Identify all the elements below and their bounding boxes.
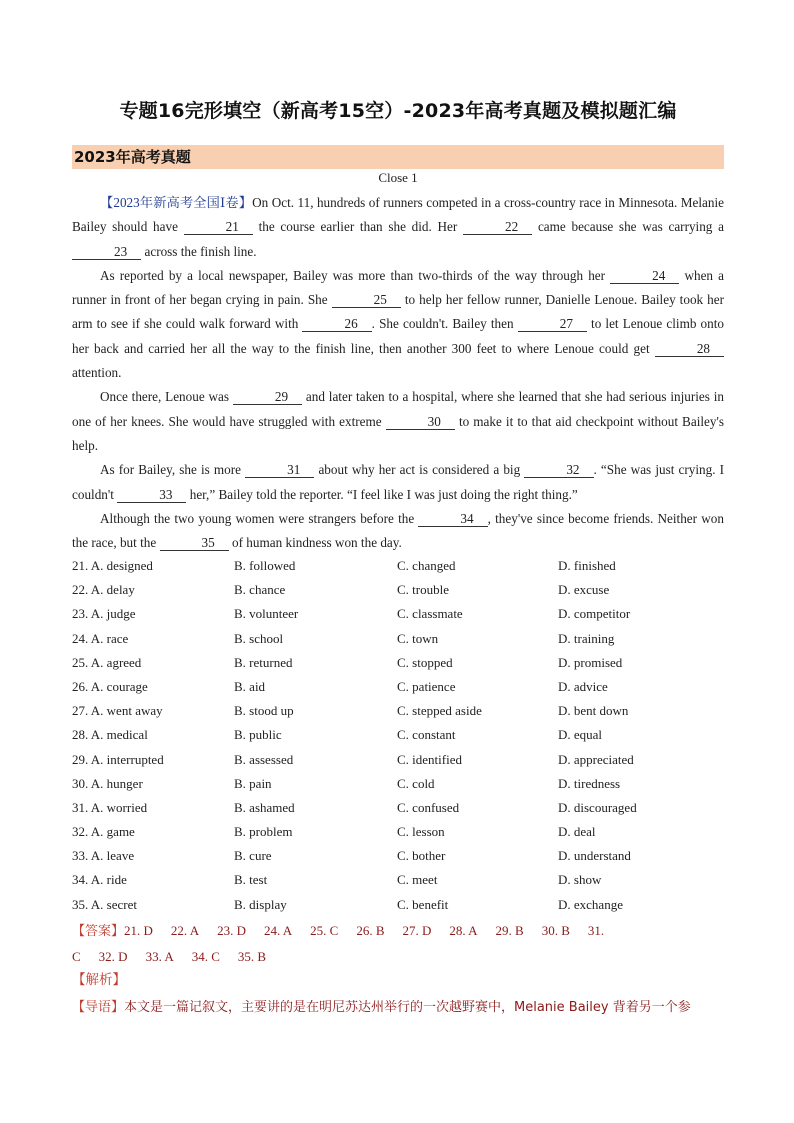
option: 32. A. game (72, 824, 135, 840)
option-row (72, 772, 724, 796)
answer-item: 24. A (263, 923, 293, 938)
answer-item: C (72, 949, 81, 964)
section-header (72, 145, 724, 169)
option: C. patience (397, 678, 456, 694)
option: D. bent down (558, 703, 629, 719)
option: C. confused (397, 799, 460, 815)
answer-item: 25. C (310, 923, 339, 938)
option: C. changed (397, 558, 456, 573)
answer-item: 31. (587, 923, 605, 938)
analysis-label: 【解析】 (72, 972, 126, 988)
blank-23: 23 (72, 245, 141, 260)
page-title: 专题16完形填空（新高考15空）-2023年高考真题及模拟题汇编 (119, 100, 677, 122)
blank-27: 27 (518, 317, 587, 332)
answer-item: 35. B (237, 949, 267, 964)
option: B. stood up (234, 703, 294, 719)
option-row (72, 844, 724, 868)
option: 27. A. went away (72, 703, 163, 719)
paragraph-1: 【2023年新高考全国Ⅰ卷】On Oct. 11, hundreds of runners competed in a cross-country race in Minnesota. Melanie Bailey should have 21 the course earlier than she did. Her 22 came because she was carrying a 23 across the finish line. (72, 195, 724, 259)
option-row (72, 675, 724, 699)
option: C. constant (397, 727, 456, 743)
option: D. appreciated (558, 751, 634, 767)
option-row (72, 554, 724, 578)
option: B. chance (234, 582, 286, 598)
option: C. identified (397, 751, 462, 767)
option: D. discouraged (558, 799, 637, 815)
paragraph-3: Once there, Lenoue was 29 and later taken to a hospital, where she learned that she had serious injuries in one of her knees. She would have struggled with extreme 30 to make it to that aid checkpoint without Bailey's help. (72, 389, 725, 453)
option: B. volunteer (234, 606, 299, 622)
blank-34: 34 (418, 512, 487, 527)
option-row (72, 748, 724, 772)
section-title: 2023年高考真题 (74, 148, 191, 166)
option: 34. A. ride (72, 872, 127, 888)
option-row (72, 602, 724, 626)
option: D. promised (558, 654, 623, 670)
blank-26: 26 (302, 317, 371, 332)
option: D. excuse (558, 582, 610, 598)
option: C. meet (397, 872, 438, 888)
option: 25. A. agreed (72, 654, 142, 670)
answer-item: 27. D (402, 923, 432, 938)
option: B. school (234, 630, 284, 646)
option: 35. A. secret (72, 896, 137, 912)
answer-item: 26. B (356, 923, 385, 938)
option-row (72, 723, 724, 747)
option: 23. A. judge (72, 606, 136, 622)
paragraph-5: Although the two young women were strangers before the 34 , they've since become friends. Neither won the race, but the 35 of human kindness won the day. (72, 510, 724, 551)
blank-35: 35 (160, 536, 229, 551)
guide-label: 【导语】 (72, 1000, 125, 1015)
option-row (72, 796, 724, 820)
option-row (72, 578, 724, 602)
option: 24. A. race (72, 630, 129, 646)
blank-33: 33 (117, 488, 186, 503)
paragraph-4: As for Bailey, she is more 31 about why her act is considered a big 32 . “She was just crying. I couldn't 33 her,” Bailey told the reporter. “I feel like I was just doing the right thing.” (72, 462, 725, 502)
option: C. stopped (397, 654, 453, 670)
option-row (72, 868, 724, 892)
answer-item: 21. D (124, 923, 153, 938)
option: B. display (234, 896, 287, 912)
option: D. tiredness (558, 775, 621, 791)
source-label: 【2023年新高考全国Ⅰ卷】 (100, 195, 253, 210)
cloze-passage (72, 191, 724, 555)
option: 31. A. worried (72, 799, 148, 815)
option: B. followed (234, 558, 296, 573)
option-row (72, 699, 724, 723)
option-row (72, 820, 724, 844)
option: C. classmate (397, 606, 463, 622)
option: C. cold (397, 775, 435, 791)
answer-item: 29. B (495, 923, 524, 938)
option: C. bother (397, 848, 446, 864)
option: D. competitor (558, 606, 631, 622)
blank-22: 22 (463, 220, 532, 235)
blank-21: 21 (184, 220, 253, 235)
option: C. benefit (397, 896, 449, 912)
answer-item: 32. D (98, 949, 128, 964)
answer-line-2 (72, 944, 724, 970)
answer-options (72, 554, 724, 917)
guide-text (72, 996, 724, 1015)
blank-31: 31 (245, 463, 314, 478)
paragraph-2: As reported by a local newspaper, Bailey was more than two-thirds of the way through her 24 when a runner in front of her began crying in pain. She 25 to help her fellow runner, Danielle Lenoue. Bailey took her arm to see if she could walk forward with 26 . She couldn't. Bailey then 27 to let Lenoue climb onto her back and carried her all the way to the finish line, then another 300 feet to where Lenoue could get 28 attention. (72, 267, 724, 381)
option: 22. A. delay (72, 582, 135, 598)
option: B. cure (234, 848, 272, 864)
option: D. exchange (558, 896, 623, 912)
option: B. returned (234, 654, 293, 670)
answer-item: 22. A (170, 923, 200, 938)
answer-label: 【答案】 (72, 923, 125, 938)
option: D. show (558, 872, 602, 888)
option: 29. A. interrupted (72, 751, 164, 767)
answer-item: 30. B (541, 923, 570, 938)
passage-subheading: Close 1 (378, 170, 418, 185)
blank-25: 25 (332, 293, 401, 308)
option: B. ashamed (234, 799, 295, 815)
option: 30. A. hunger (72, 775, 143, 791)
blank-32: 32 (524, 463, 593, 478)
answer-key (72, 918, 724, 970)
option: C. lesson (397, 824, 445, 840)
option: D. finished (558, 558, 616, 573)
answer-item: 28. A (449, 923, 478, 938)
option: B. assessed (234, 751, 294, 767)
option: B. problem (234, 824, 293, 840)
answer-item: 33. A (145, 949, 174, 964)
option: B. public (234, 727, 282, 743)
option: C. stepped aside (397, 703, 482, 719)
option: B. pain (234, 775, 272, 791)
guide-body: 本文是一篇记叙文，主要讲的是在明尼苏达州举行的一次越野赛中，Melanie Bailey 背着另一个参 (124, 1000, 691, 1015)
option: D. deal (558, 824, 596, 840)
option: B. test (234, 872, 268, 888)
option: 21. A. designed (72, 558, 153, 573)
option: C. trouble (397, 582, 449, 598)
answer-item: 23. D (217, 923, 246, 938)
option: B. aid (234, 678, 266, 694)
blank-24: 24 (610, 269, 679, 284)
blank-30: 30 (386, 415, 455, 430)
blank-29: 29 (233, 390, 302, 405)
blank-28: 28 (655, 342, 724, 357)
option: D. equal (558, 727, 603, 743)
answer-item: 34. C (191, 949, 220, 964)
option: D. training (558, 630, 615, 646)
option: 28. A. medical (72, 727, 148, 743)
option: D. understand (558, 848, 631, 864)
option-row (72, 651, 724, 675)
option-row (72, 893, 724, 917)
option: D. advice (558, 678, 608, 694)
option: 26. A. courage (72, 678, 148, 694)
option: C. town (397, 630, 439, 646)
option: 33. A. leave (72, 848, 135, 864)
option-row (72, 627, 724, 651)
